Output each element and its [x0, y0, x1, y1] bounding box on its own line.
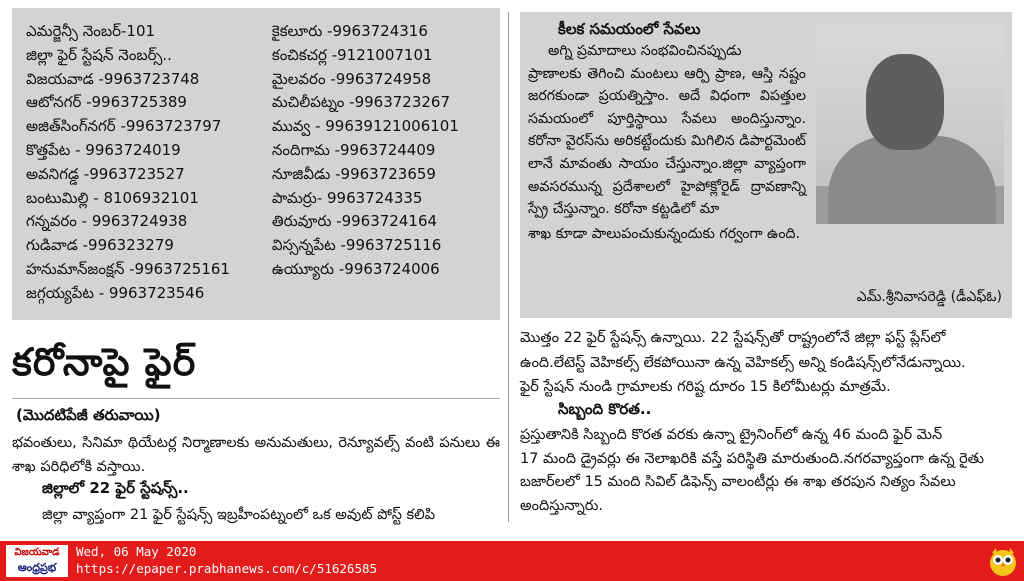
contact-line: మచిలీపట్నం -9963723267 — [271, 93, 451, 112]
quote-last-line: శాఖ కూడా పాలుపంచుకున్నందుకు గర్వంగా ఉంది. — [528, 225, 801, 242]
article-line: ప్రస్తుతానికి సిబ్బంది కొరత వరకు ఉన్నా ట్రైనింగ్‌లో ఉన్న 46 మంది ఫైర్ మెన్ — [520, 427, 943, 443]
column-divider — [508, 12, 509, 522]
contact-line: ఉయ్యూరు -9963724006 — [271, 259, 440, 278]
contacts-column-2 — [272, 20, 490, 320]
quote-line: విధంగా విపత్తుల సమయంలో పూర్తిస్థాయి — [528, 88, 807, 127]
logo-title: ఆంధ్రప్రభ — [17, 561, 57, 574]
newspaper-logo[interactable] — [6, 545, 68, 577]
contact-line: గన్నవరం - 9963724938 — [26, 212, 188, 231]
officer-photo — [816, 24, 1004, 224]
article-right-top — [520, 326, 1016, 400]
quote-line: ప్రాణాలకు తెగించి మంటలు ఆర్పి ప్రాణ, ఆస్తి — [528, 65, 773, 82]
contact-line: జగ్గయ్యపేట - 9963723546 — [26, 283, 205, 302]
quote-line: అగ్ని ప్రమాదాలు సంభవించినప్పుడు — [548, 43, 742, 59]
contact-line: కంచికచర్ల -9121007101 — [271, 45, 433, 64]
quote-line: మావంతు సాయం చేస్తున్నాం.జిల్లా వ్యాప్తంగా — [559, 155, 806, 172]
contact-line: ఎమర్జెన్సీ నెంబర్-101 — [26, 22, 156, 40]
contact-line: తిరువూరు -9963724164 — [271, 212, 438, 231]
article-line: మొత్తం 22 ఫైర్ స్టేషన్స్ ఉన్నాయి. 22 స్టేషన్స్‌తో రాష్ట్రంలోనే జిల్లా ఫస్ట్ ప్లేస్‌లో — [520, 330, 946, 346]
contact-line: కొత్తపేట - 9963724019 — [26, 140, 181, 159]
article-headline: కరోనాపై ఫైర్ — [12, 340, 197, 384]
quote-title: కీలక సమయంలో సేవలు — [558, 20, 701, 38]
article-line: బజార్‌లలో 15 మంది సివిల్ డిఫెన్స్ వాలంటీర్లు ఈ శాఖ తరపున నిత్యం సేవలు — [520, 474, 956, 491]
contact-line: మైలవరం -9963724958 — [271, 69, 432, 88]
contact-line: అవనిగడ్డ -9963723527 — [26, 164, 185, 183]
article-line: అందిస్తున్నారు. — [520, 497, 603, 514]
contact-line: ఆటోనగర్ -9963725389 — [26, 93, 187, 112]
officer-quote-box — [520, 12, 1012, 318]
quote-line: నష్టం జరగకుండా ప్రయత్నిస్తాం. అదే — [528, 65, 807, 105]
quote-line: ద్రావణాన్ని స్ప్రే చేస్తున్నాం. కరోనా కట్టడిలో మా — [528, 178, 806, 218]
quote-signature: ఎమ్.శ్రీనివాసరెడ్డి (డీఎఫ్ఓ) — [856, 289, 1002, 305]
quote-body — [528, 40, 806, 221]
contacts-column-1 — [26, 20, 272, 320]
contact-line: కైకలూరు -9963724316 — [271, 22, 428, 40]
contact-line: హనుమాన్‌జంక్షన్ -9963725161 — [26, 259, 230, 278]
quote-line: అరికట్టేందుకు మిగిలిన డిపార్టమెంట్ లానే — [528, 133, 806, 172]
article-subheading: జిల్లాలో 22 ఫైర్ స్టేషన్స్.. — [42, 479, 189, 497]
contact-line: విస్సన్నపేట -9963725116 — [271, 236, 442, 255]
contact-line: విజయవాడ -9963723748 — [26, 69, 200, 88]
headline-rule — [12, 398, 500, 399]
article-subheading: సిబ్బంది కొరత.. — [558, 400, 652, 418]
contact-line: అజిత్‌సింగ్‌నగర్ -9963723797 — [26, 117, 222, 136]
logo-edition: విజయవాడ — [14, 547, 60, 558]
epaper-footer — [0, 541, 1024, 581]
publish-date: Wed, 06 May 2020 — [76, 544, 197, 559]
article-paragraph: భవంతులు, సినిమా థియేటర్ల నిర్మాణాలకు అనుమతులు, రెన్యూవల్స్ వంటి పనులు ఈ శాఖ పరిధిలోకి వస్తాయి. — [12, 435, 500, 475]
contact-line: జిల్లా ఫైర్ స్టేషన్ నెంబర్స్.. — [26, 45, 172, 64]
owl-icon — [988, 545, 1018, 577]
article-line: ఫైర్ స్టేషన్ నుండి గ్రామాలకు గరిష్ట దూరం 15 కిలోమీటర్లు మాత్రమే. — [520, 379, 891, 396]
fire-station-contacts-box — [12, 8, 500, 320]
quote-line: సేవలు అందిస్తున్నాం. కరోనా వైరస్‌ను — [528, 110, 806, 150]
contact-line: పామర్రు- 9963724335 — [271, 188, 423, 207]
article-line: ఉంది.లేటెస్ట్ వెహికల్స్ లేకపోయినా ఉన్న వెహికల్స్ అన్ని కండిషన్స్‌లోనేడున్నాయి. — [520, 354, 966, 371]
continuation-label: (మొదటిపేజీ తరువాయి) — [16, 406, 161, 424]
article-paragraph: జిల్లా వ్యాప్తంగా 21 ఫైర్ స్టేషన్స్ ఇబ్రహీంపట్నంలో ఒక అవుట్ పోస్ట్ కలిపి — [42, 507, 436, 523]
quote-line: అవసరమున్న ప్రదేశాలలో హైపోక్లోరైడ్ — [528, 178, 740, 195]
article-line: 17 మంది డ్రైవర్లు ఈ నెలాఖరికి వస్తే పరిస్థితి మారుతుంది.నగరవ్యాప్తంగా ఉన్న రైతు — [520, 450, 984, 467]
epaper-url[interactable]: https://epaper.prabhanews.com/c/51626585 — [76, 561, 378, 576]
contact-line: నందిగామ -9963724409 — [271, 140, 436, 159]
contact-line: మువ్వ - 99639121006101 — [271, 117, 459, 136]
contact-line: నూజివీడు -9963723659 — [271, 164, 436, 183]
photo-head — [866, 54, 944, 150]
contact-line: గుడివాడ -996323279 — [26, 236, 174, 255]
contact-line: బంటుమిల్లి - 8106932101 — [26, 188, 199, 207]
article-right-bottom — [520, 424, 1016, 518]
